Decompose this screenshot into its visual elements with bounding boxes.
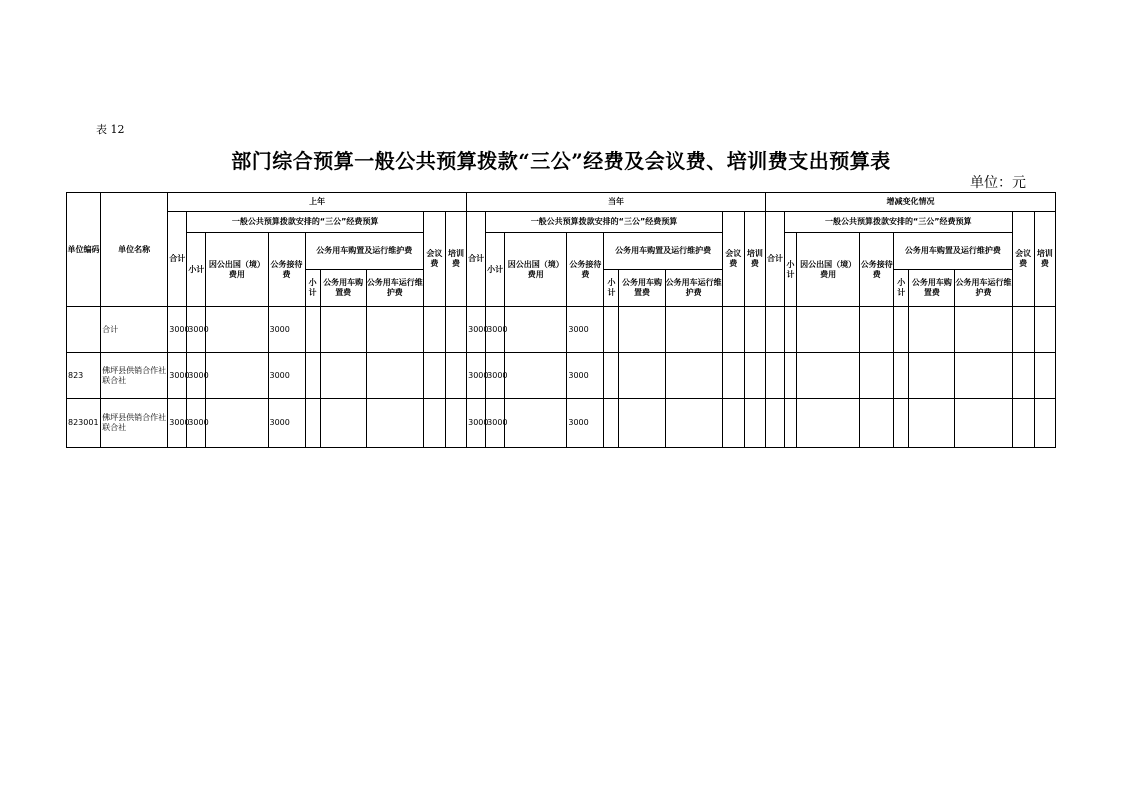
cell-prev-total: 3000	[168, 399, 187, 448]
cell-change-travel	[797, 399, 860, 448]
cell-change-v-operation	[955, 353, 1012, 399]
header-meeting-change: 会议费	[1012, 212, 1034, 307]
cell-curr-training	[744, 307, 765, 353]
cell-prev-training	[445, 399, 466, 448]
header-training-curr: 培训费	[744, 212, 765, 307]
unit-label: 单位：元	[970, 175, 1026, 191]
header-vehicle-operation-change: 公务用车运行维护费	[955, 270, 1012, 307]
cell-curr-v-sub	[604, 399, 619, 448]
cell-prev-reception: 3000	[268, 353, 305, 399]
cell-change-travel	[797, 353, 860, 399]
header-vehicle-purchase-prev: 公务用车购置费	[320, 270, 366, 307]
header-travel-change: 因公出国（境）费用	[797, 233, 860, 307]
cell-curr-v-operation	[665, 353, 722, 399]
header-vehicle-purchase-change: 公务用车购置费	[909, 270, 955, 307]
header-period-change: 增减变化情况	[765, 193, 1055, 212]
cell-curr-subtotal: 3000	[486, 307, 505, 353]
cell-change-subtotal	[785, 399, 797, 448]
cell-prev-v-purchase	[320, 307, 366, 353]
cell-curr-v-purchase	[619, 307, 665, 353]
header-vehicle-operation-curr: 公务用车运行维护费	[665, 270, 722, 307]
header-vehicle-subtotal-change: 小计	[894, 270, 909, 307]
cell-prev-reception: 3000	[268, 399, 305, 448]
budget-table	[66, 192, 1056, 448]
cell-curr-v-purchase	[619, 399, 665, 448]
cell-curr-v-operation	[665, 307, 722, 353]
cell-change-v-purchase	[909, 307, 955, 353]
cell-unit-code: 823	[67, 353, 101, 399]
cell-curr-subtotal: 3000	[486, 399, 505, 448]
cell-change-training	[1034, 307, 1055, 353]
cell-change-total	[765, 307, 784, 353]
header-travel-prev: 因公出国（境）费用	[206, 233, 268, 307]
header-group-change: 一般公共预算拨款安排的“三公”经费预算	[785, 212, 1013, 233]
cell-curr-travel	[505, 399, 567, 448]
header-period-curr: 当年	[467, 193, 766, 212]
header-travel-curr: 因公出国（境）费用	[505, 233, 567, 307]
table-row	[67, 353, 1056, 399]
header-vehicle-change: 公务用车购置及运行维护费	[894, 233, 1012, 270]
header-reception-curr: 公务接待费	[567, 233, 604, 307]
cell-curr-training	[744, 353, 765, 399]
cell-curr-travel	[505, 353, 567, 399]
cell-change-reception	[860, 307, 894, 353]
cell-curr-reception: 3000	[567, 307, 604, 353]
cell-prev-travel	[206, 353, 268, 399]
cell-change-reception	[860, 353, 894, 399]
cell-prev-meeting	[423, 399, 445, 448]
cell-change-subtotal	[785, 307, 797, 353]
cell-prev-total: 3000	[168, 353, 187, 399]
header-group-curr: 一般公共预算拨款安排的“三公”经费预算	[486, 212, 723, 233]
cell-change-v-sub	[894, 307, 909, 353]
header-reception-change: 公务接待费	[860, 233, 894, 307]
cell-change-reception	[860, 399, 894, 448]
cell-change-v-sub	[894, 399, 909, 448]
cell-change-v-operation	[955, 307, 1012, 353]
header-vehicle-prev: 公务用车购置及运行维护费	[305, 233, 423, 270]
header-group-prev: 一般公共预算拨款安排的“三公”经费预算	[187, 212, 424, 233]
cell-change-training	[1034, 353, 1055, 399]
cell-unit-name: 佛坪县供销合作社联合社	[101, 399, 168, 448]
cell-prev-meeting	[423, 307, 445, 353]
cell-curr-v-purchase	[619, 353, 665, 399]
cell-curr-v-operation	[665, 399, 722, 448]
cell-curr-travel	[505, 307, 567, 353]
cell-curr-reception: 3000	[567, 399, 604, 448]
header-vehicle-subtotal-prev: 小计	[305, 270, 320, 307]
header-meeting-prev: 会议费	[423, 212, 445, 307]
cell-curr-meeting	[722, 353, 744, 399]
cell-unit-code: 823001	[67, 399, 101, 448]
header-subtotal-change: 小计	[785, 233, 797, 307]
cell-curr-meeting	[722, 399, 744, 448]
cell-prev-reception: 3000	[268, 307, 305, 353]
cell-curr-reception: 3000	[567, 353, 604, 399]
cell-curr-meeting	[722, 307, 744, 353]
cell-curr-training	[744, 399, 765, 448]
cell-prev-v-purchase	[320, 353, 366, 399]
cell-curr-total: 3000	[467, 307, 486, 353]
cell-curr-v-sub	[604, 353, 619, 399]
cell-curr-subtotal: 3000	[486, 353, 505, 399]
cell-curr-total: 3000	[467, 353, 486, 399]
cell-change-v-sub	[894, 353, 909, 399]
cell-prev-v-sub	[305, 353, 320, 399]
table-body	[67, 307, 1056, 448]
cell-prev-v-purchase	[320, 399, 366, 448]
header-unit-code: 单位编码	[67, 193, 101, 307]
cell-prev-v-operation	[366, 399, 423, 448]
table-number: 表 12	[96, 123, 125, 136]
cell-change-meeting	[1012, 399, 1034, 448]
cell-change-travel	[797, 307, 860, 353]
cell-curr-v-sub	[604, 307, 619, 353]
header-vehicle-purchase-curr: 公务用车购置费	[619, 270, 665, 307]
cell-prev-subtotal: 3000	[187, 353, 206, 399]
header-training-prev: 培训费	[445, 212, 466, 307]
cell-prev-travel	[206, 399, 268, 448]
header-unit-name: 单位名称	[101, 193, 168, 307]
header-vehicle-curr: 公务用车购置及运行维护费	[604, 233, 722, 270]
cell-change-total	[765, 353, 784, 399]
cell-unit-code	[67, 307, 101, 353]
cell-unit-name: 佛坪县供销合作社联合社	[101, 353, 168, 399]
cell-change-subtotal	[785, 353, 797, 399]
cell-prev-subtotal: 3000	[187, 399, 206, 448]
cell-change-training	[1034, 399, 1055, 448]
cell-change-total	[765, 399, 784, 448]
cell-prev-v-operation	[366, 353, 423, 399]
header-subtotal-curr: 小计	[486, 233, 505, 307]
header-meeting-curr: 会议费	[722, 212, 744, 307]
header-training-change: 培训费	[1034, 212, 1055, 307]
cell-prev-v-sub	[305, 307, 320, 353]
header-total-curr: 合计	[467, 212, 486, 307]
header-vehicle-operation-prev: 公务用车运行维护费	[366, 270, 423, 307]
cell-unit-name: 合计	[101, 307, 168, 353]
cell-prev-travel	[206, 307, 268, 353]
table-header	[67, 193, 1056, 307]
cell-prev-training	[445, 353, 466, 399]
cell-prev-subtotal: 3000	[187, 307, 206, 353]
header-vehicle-subtotal-curr: 小计	[604, 270, 619, 307]
header-total-prev: 合计	[168, 212, 187, 307]
cell-change-meeting	[1012, 353, 1034, 399]
table-row	[67, 307, 1056, 353]
cell-prev-v-sub	[305, 399, 320, 448]
cell-prev-training	[445, 307, 466, 353]
cell-change-v-purchase	[909, 399, 955, 448]
page-title: 部门综合预算一般公共预算拨款“三公”经费及会议费、培训费支出预算表	[231, 149, 891, 173]
header-subtotal-prev: 小计	[187, 233, 206, 307]
table-row	[67, 399, 1056, 448]
header-total-change: 合计	[765, 212, 784, 307]
cell-change-meeting	[1012, 307, 1034, 353]
cell-prev-total: 3000	[168, 307, 187, 353]
cell-change-v-operation	[955, 399, 1012, 448]
cell-curr-total: 3000	[467, 399, 486, 448]
cell-prev-meeting	[423, 353, 445, 399]
cell-prev-v-operation	[366, 307, 423, 353]
header-period-prev: 上年	[168, 193, 467, 212]
cell-change-v-purchase	[909, 353, 955, 399]
header-reception-prev: 公务接待费	[268, 233, 305, 307]
